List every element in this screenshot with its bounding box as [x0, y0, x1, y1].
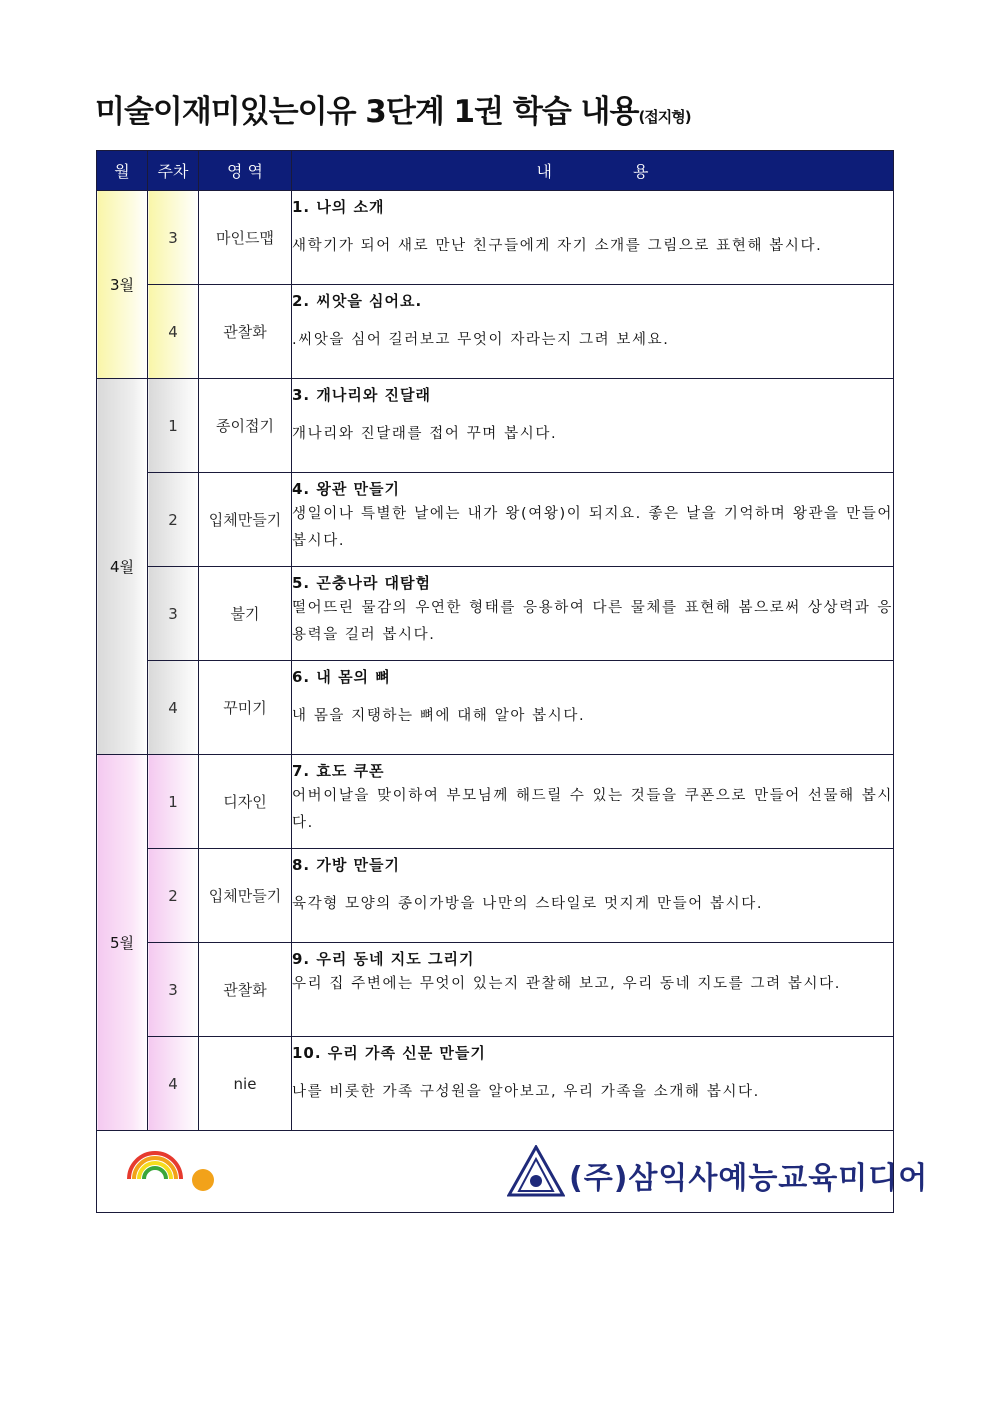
- content-cell: [292, 379, 894, 473]
- header-month: 월: [97, 151, 148, 191]
- area-cell: 꾸미기: [199, 661, 292, 755]
- lesson-title: 1. 나의 소개: [292, 198, 385, 216]
- lesson-title: 5. 곤충나라 대탐험: [292, 574, 432, 592]
- curriculum-table: [96, 150, 929, 1213]
- lesson-title: 2. 씨앗을 심어요.: [292, 292, 423, 310]
- rainbow-logo-icon: [123, 1145, 247, 1201]
- area-cell: 입체만들기: [199, 473, 292, 567]
- content-cell: [292, 849, 894, 943]
- lesson-description: 떨어뜨린 물감의 우연한 형태를 응용하여 다른 물체를 표현해 봄으로써 상상력과 응용력을 길러 봅시다.: [292, 600, 893, 643]
- title-main: 미술이재미있는이유 3단계 1권 학습 내용: [95, 94, 639, 130]
- footer-cell: [97, 1131, 929, 1213]
- lesson-description: 생일이나 특별한 날에는 내가 왕(여왕)이 되지요. 좋은 날을 기억하며 왕관을 만들어 봅시다.: [292, 506, 893, 549]
- table-row: [97, 661, 894, 755]
- lesson-title: 7. 효도 쿠폰: [292, 762, 385, 780]
- lesson-description: 우리 집 주변에는 무엇이 있는지 관찰해 보고, 우리 동네 지도를 그려 봅시다.: [292, 976, 841, 992]
- month-cell-may: 5월: [97, 755, 148, 1131]
- week-cell: 3: [148, 191, 199, 285]
- content-cell: [292, 755, 894, 849]
- lesson-description: 개나리와 진달래를 접어 꾸며 봅시다.: [292, 426, 558, 442]
- area-cell: 불기: [199, 567, 292, 661]
- samik-triangle-logo-icon: [507, 1145, 565, 1197]
- table-row: [97, 379, 894, 473]
- week-cell: 2: [148, 473, 199, 567]
- lesson-title: 9. 우리 동네 지도 그리기: [292, 950, 475, 968]
- table-row: [97, 567, 894, 661]
- header-content: 내 용: [292, 151, 894, 191]
- content-cell: [292, 285, 894, 379]
- lesson-description: 어버이날을 맞이하여 부모님께 해드릴 수 있는 것들을 쿠폰으로 만들어 선물해 봅시다.: [292, 788, 893, 831]
- title-sub: (접지형): [638, 108, 691, 126]
- funnyart-logo: [123, 1145, 247, 1201]
- area-cell: 관찰화: [199, 285, 292, 379]
- lesson-title: 4. 왕관 만들기: [292, 480, 401, 498]
- lesson-description: 나를 비롯한 가족 구성원을 알아보고, 우리 가족을 소개해 봅시다.: [292, 1084, 760, 1100]
- week-cell: 4: [148, 661, 199, 755]
- week-cell: 3: [148, 943, 199, 1037]
- lesson-description: 내 몸을 지탱하는 뼈에 대해 알아 봅시다.: [292, 708, 586, 724]
- content-cell: [292, 473, 894, 567]
- table-row: [97, 191, 894, 285]
- content-cell: [292, 661, 894, 755]
- area-cell: 관찰화: [199, 943, 292, 1037]
- header-area: 영 역: [199, 151, 292, 191]
- lesson-title: 3. 개나리와 진달래: [292, 386, 432, 404]
- footer-logo-row: [97, 1131, 894, 1213]
- lesson-description: .씨앗을 심어 길러보고 무엇이 자라는지 그려 보세요.: [292, 332, 670, 348]
- company-name: (주)삼익사예능교육미디어: [569, 1161, 929, 1196]
- table-row: [97, 943, 894, 1037]
- lesson-title: 10. 우리 가족 신문 만들기: [292, 1044, 486, 1062]
- area-cell: 마인드맵: [199, 191, 292, 285]
- table-row: [97, 473, 894, 567]
- week-cell: 1: [148, 379, 199, 473]
- table-row: [97, 285, 894, 379]
- content-cell: [292, 943, 894, 1037]
- area-cell: 종이접기: [199, 379, 292, 473]
- lesson-description: 육각형 모양의 종이가방을 나만의 스타일로 멋지게 만들어 봅시다.: [292, 896, 764, 912]
- week-cell: 4: [148, 285, 199, 379]
- week-cell: 3: [148, 567, 199, 661]
- content-cell: [292, 191, 894, 285]
- week-cell: 1: [148, 755, 199, 849]
- lesson-description: 새학기가 되어 새로 만난 친구들에게 자기 소개를 그림으로 표현해 봅시다.: [292, 238, 823, 254]
- content-cell: [292, 1037, 894, 1131]
- samik-logo: [507, 1145, 929, 1197]
- page-title: [95, 86, 691, 136]
- area-cell: 디자인: [199, 755, 292, 849]
- header-week: 주차: [148, 151, 199, 191]
- table-row: [97, 849, 894, 943]
- area-cell: nie: [199, 1037, 292, 1131]
- month-cell-april: 4월: [97, 379, 148, 755]
- table-row: [97, 755, 894, 849]
- month-cell-march: 3월: [97, 191, 148, 379]
- table-row: [97, 1037, 894, 1131]
- week-cell: 4: [148, 1037, 199, 1131]
- table-header-row: [97, 151, 894, 191]
- lesson-title: 6. 내 몸의 뼈: [292, 668, 391, 686]
- area-cell: 입체만들기: [199, 849, 292, 943]
- lesson-title: 8. 가방 만들기: [292, 856, 401, 874]
- week-cell: 2: [148, 849, 199, 943]
- content-cell: [292, 567, 894, 661]
